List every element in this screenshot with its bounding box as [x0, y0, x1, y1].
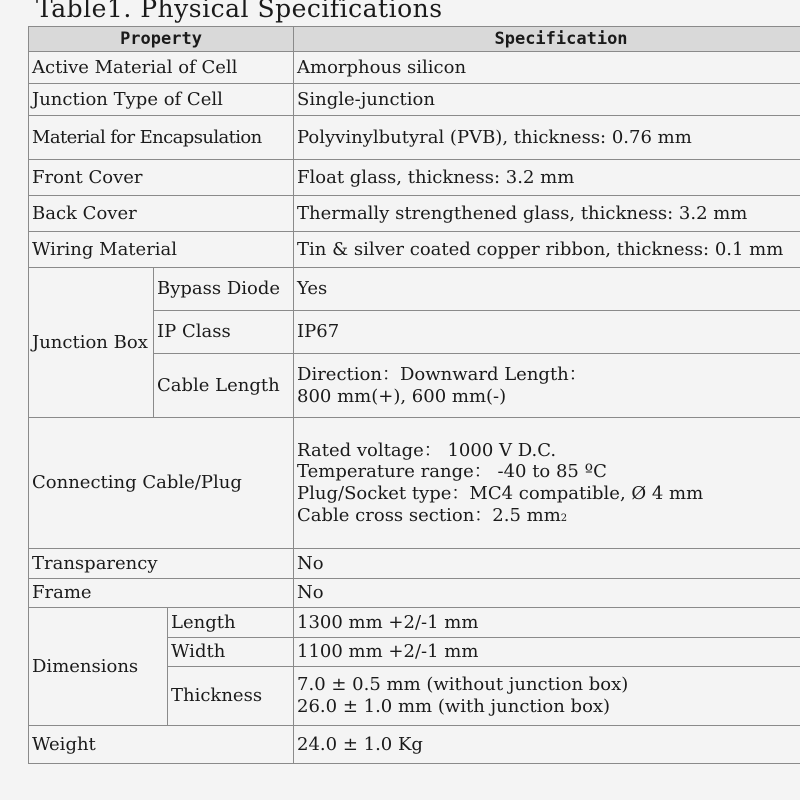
- row-label: Active Material of Cell: [29, 52, 294, 84]
- thickness-value: [294, 667, 800, 726]
- row-label: Material for Encapsulation: [29, 116, 294, 160]
- table-row: [29, 84, 800, 116]
- superscript: 2: [560, 512, 568, 524]
- row-value: Tin & silver coated copper ribbon, thickness: 0.1 mm: [294, 232, 800, 268]
- row-label: Connecting Cable/Plug: [29, 418, 294, 549]
- property-header: Property: [29, 27, 294, 52]
- table-row: [29, 726, 800, 764]
- row-value: No: [294, 549, 800, 579]
- specifications-table: [28, 26, 800, 764]
- cable-length-label: Cable Length: [154, 354, 294, 418]
- length-label: Length: [168, 608, 294, 638]
- table-title: Table1. Physical Specifications: [36, 0, 443, 23]
- spec-line: [297, 505, 800, 527]
- ip-class-value: IP67: [294, 311, 800, 354]
- row-value: Polyvinylbutyral (PVB), thickness: 0.76 mm: [294, 116, 800, 160]
- cable-length-value: [294, 354, 800, 418]
- row-label: Front Cover: [29, 160, 294, 196]
- junction-box-label: Junction Box: [29, 268, 154, 418]
- row-label: Junction Type of Cell: [29, 84, 294, 116]
- spec-line: Plug/Socket type：MC4 compatible, Ø 4 mm: [297, 483, 704, 504]
- row-value: Single-junction: [294, 84, 800, 116]
- cable-length-line: Direction：Downward Length：: [297, 363, 587, 385]
- specification-header: Specification: [294, 27, 800, 52]
- width-label: Width: [168, 638, 294, 667]
- row-label: Back Cover: [29, 196, 294, 232]
- table-row: [29, 608, 800, 638]
- row-label: Weight: [29, 726, 294, 764]
- cable-section-text: Cable cross section：2.5 mm: [297, 504, 561, 526]
- table-row: [29, 579, 800, 608]
- spec-line: Rated voltage： 1000 V D.C.: [297, 439, 557, 461]
- row-value: Thermally strengthened glass, thickness: 3.2 mm: [294, 196, 800, 232]
- thickness-label: Thickness: [168, 667, 294, 726]
- ip-class-label: IP Class: [154, 311, 294, 354]
- table-row: [29, 52, 800, 84]
- row-value: Float glass, thickness: 3.2 mm: [294, 160, 800, 196]
- table-row: [29, 549, 800, 579]
- length-value: 1300 mm +2/-1 mm: [294, 608, 800, 638]
- table-header-row: [29, 27, 800, 52]
- dimensions-label: Dimensions: [29, 608, 168, 726]
- table-row: [29, 232, 800, 268]
- connecting-cable-value: [294, 418, 800, 549]
- row-label: Wiring Material: [29, 232, 294, 268]
- thickness-line: 7.0 ± 0.5 mm (without junction box): [297, 674, 629, 696]
- table-row: [29, 268, 800, 311]
- cable-length-line: 800 mm(+), 600 mm(-): [297, 385, 507, 407]
- table-row: [29, 196, 800, 232]
- table-row: [29, 418, 800, 549]
- row-label: Frame: [29, 579, 294, 608]
- bypass-diode-label: Bypass Diode: [154, 268, 294, 311]
- width-value: 1100 mm +2/-1 mm: [294, 638, 800, 667]
- row-value: Amorphous silicon: [294, 52, 800, 84]
- row-label: Transparency: [29, 549, 294, 579]
- table-row: [29, 116, 800, 160]
- row-value: 24.0 ± 1.0 Kg: [294, 726, 800, 764]
- spec-line: Temperature range： -40 to 85 ºC: [297, 461, 607, 483]
- table-row: [29, 160, 800, 196]
- thickness-line: 26.0 ± 1.0 mm (with junction box): [297, 696, 611, 717]
- row-value: No: [294, 579, 800, 608]
- bypass-diode-value: Yes: [294, 268, 800, 311]
